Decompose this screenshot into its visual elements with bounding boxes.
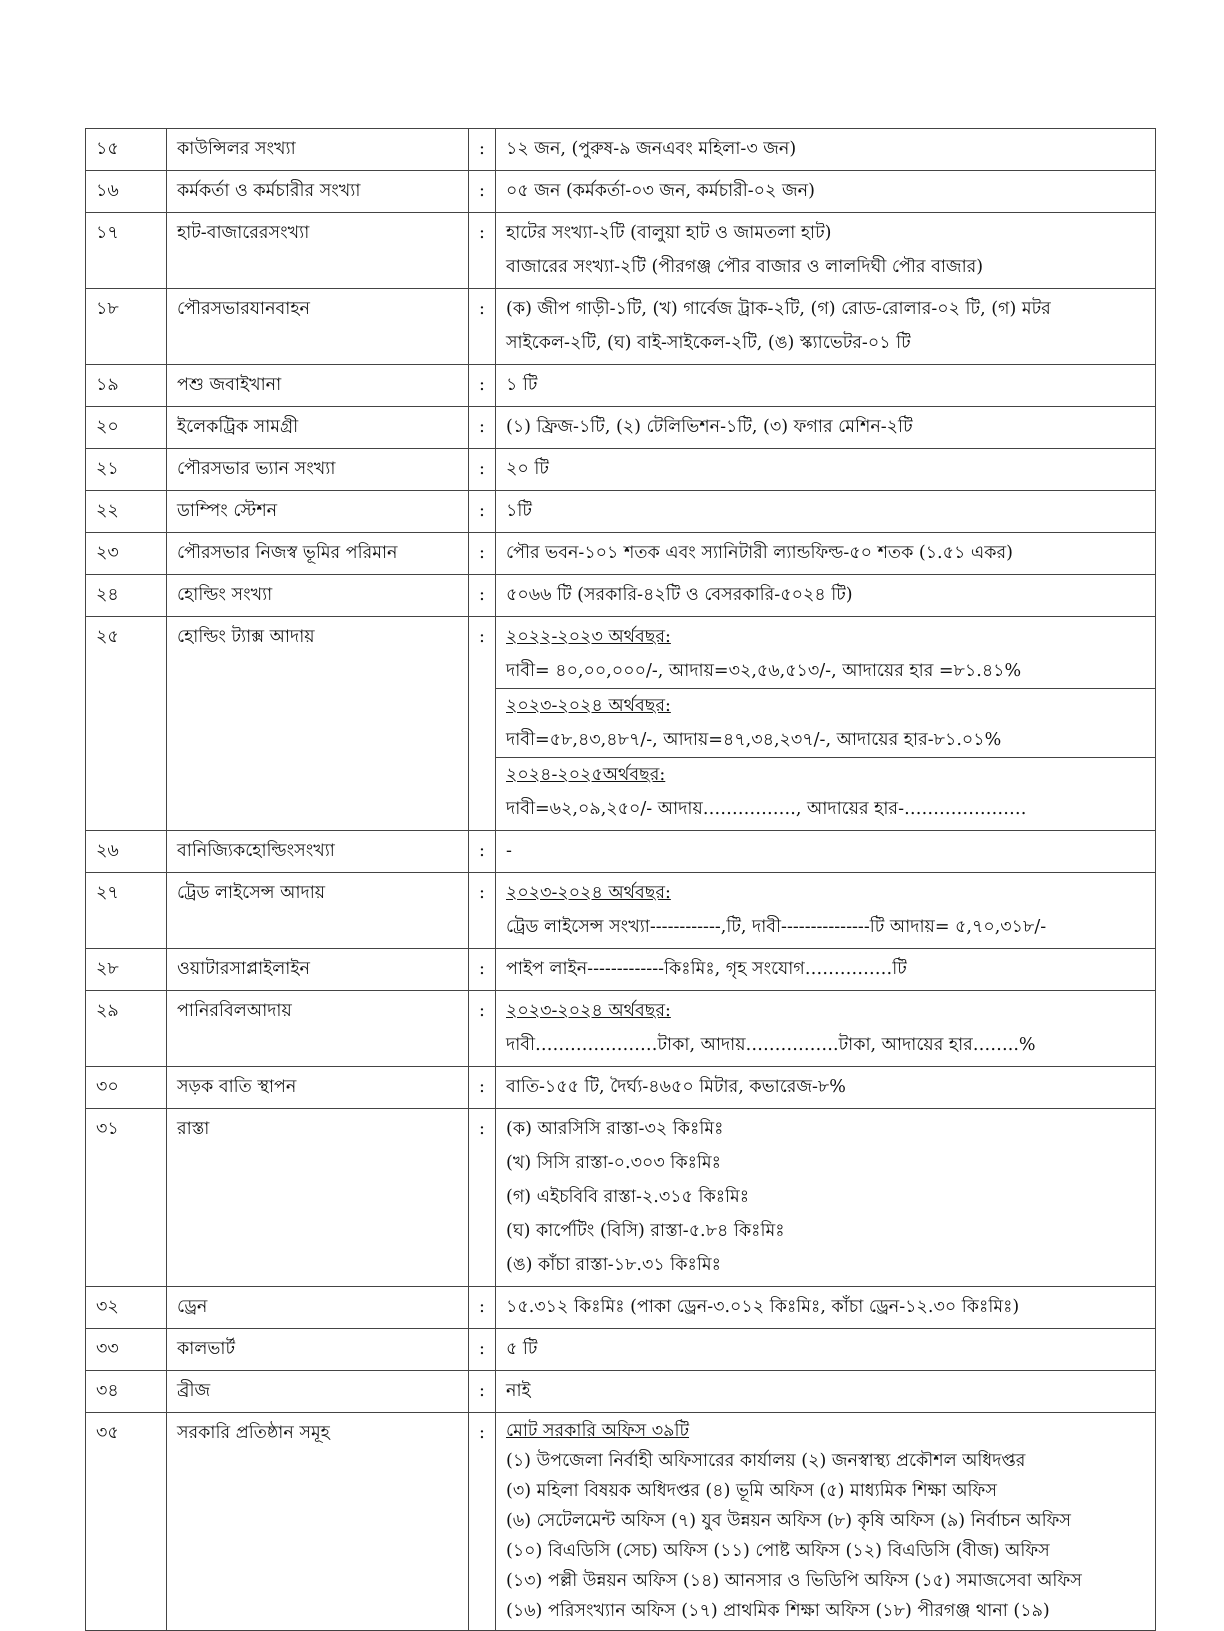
row-number [86,365,167,407]
row-number [86,213,167,289]
table-row [86,991,1156,1067]
row-number-text: ১৭ [96,223,119,243]
row-number [86,407,167,449]
table-row [86,289,1156,365]
colon-separator: : [479,299,485,319]
row-number [86,949,167,991]
colon-separator: : [479,501,485,521]
table-row [86,949,1156,991]
table-row [86,491,1156,533]
table-row [86,407,1156,449]
row-colon [469,575,496,617]
colon-separator: : [479,1381,485,1401]
row-label-text: পানিরবিলআদায় [177,1001,292,1021]
value-line: পৌর ভবন-১০১ শতক এবং স্যানিটারী ল্যান্ডফিল্ড-৫০ শতক (১.৫১ একর) [506,543,1013,563]
value-line: সাইকেল-২টি, (ঘ) বাই-সাইকেল-২টি, (ঙ) স্ক্যাভেটর-০১ টি [506,333,911,353]
row-number-text: ৩২ [96,1297,119,1317]
row-number [86,491,167,533]
value-line: ১৫.৩১২ কিঃমিঃ (পাকা ড্রেন-৩.০১২ কিঃমিঃ, কাঁচা ড্রেন-১২.৩০ কিঃমিঃ) [506,1297,1020,1317]
value-line: ৫০৬৬ টি (সরকারি-৪২টি ও বেসরকারি-৫০২৪ টি) [506,585,853,605]
value-line: ১টি [506,501,532,521]
row-label [167,171,469,213]
row-number-text: ৩৫ [96,1423,119,1443]
table-row [86,1067,1156,1109]
row-number [86,129,167,171]
row-value [496,365,1156,407]
table-row [86,449,1156,491]
row-value [496,617,1156,831]
road-type-line: (খ) সিসি রাস্তা-০.৩০৩ কিঃমিঃ [506,1153,721,1173]
row-number-text: ৩৪ [96,1381,119,1401]
fiscal-year-figures: দাবী=৫৮,৪৩,৪৮৭/-, আদায়=৪৭,৩৪,২৩৭/-, আদায়ের হার-৮১.০১% [506,730,1002,750]
row-label-text: সড়ক বাতি স্থাপন [177,1077,297,1097]
row-label-text: কালভার্ট [177,1339,236,1359]
table-row [86,617,1156,831]
row-colon [469,289,496,365]
row-label [167,831,469,873]
row-colon [469,213,496,289]
colon-separator: : [479,1001,485,1021]
row-label [167,1067,469,1109]
row-label [167,617,469,831]
value-line: ২০ টি [506,459,549,479]
row-number [86,289,167,365]
row-label-text: হোল্ডিং সংখ্যা [177,585,273,605]
row-number-text: ২৩ [96,543,119,563]
row-label-text: পৌরসভারযানবাহন [177,299,310,319]
value-line: নাই [506,1381,531,1401]
row-label [167,873,469,949]
row-value [496,949,1156,991]
row-label-text: রাস্তা [177,1119,210,1139]
value-line: (১) ফ্রিজ-১টি, (২) টেলিভিশন-১টি, (৩) ফগার মেশিন-২টি [506,417,913,437]
table-row [86,873,1156,949]
row-colon [469,365,496,407]
row-value [496,213,1156,289]
table-row [86,533,1156,575]
row-value [496,171,1156,213]
value-line: বাজারের সংখ্যা-২টি (পীরগঞ্জ পৌর বাজার ও লালদিঘী পৌর বাজার) [506,257,984,277]
row-number-text: ২৯ [96,1001,119,1021]
row-value [496,831,1156,873]
office-list-line: (৩) মহিলা বিষয়ক অধিদপ্তর (৪) ভূমি অফিস (৫) মাধ্যমিক শিক্ষা অফিস [506,1481,997,1501]
row-label-text: কর্মকর্তা ও কর্মচারীর সংখ্যা [177,181,361,201]
colon-separator: : [479,959,485,979]
row-colon [469,1109,496,1287]
offices-heading: মোট সরকারি অফিস ৩৯টি [506,1421,690,1441]
info-table [85,128,1156,1631]
row-number [86,617,167,831]
row-number-text: ২৪ [96,585,119,605]
row-label [167,991,469,1067]
table-row [86,1109,1156,1287]
row-label-text: পৌরসভার ভ্যান সংখ্যা [177,459,336,479]
value-line: পাইপ লাইন-------------কিঃমিঃ, গৃহ সংযোগ……………টি [506,959,907,979]
value-line: ০৫ জন (কর্মকর্তা-০৩ জন, কর্মচারী-০২ জন) [506,181,815,201]
row-number-text: ২৭ [96,883,119,903]
row-colon [469,1287,496,1329]
row-number [86,1287,167,1329]
value-line: হাটের সংখ্যা-২টি (বালুয়া হাট ও জামতলা হাট) [506,223,832,243]
value-line: - [506,841,512,861]
row-label-text: পৌরসভার নিজস্ব ভূমির পরিমান [177,543,398,563]
row-label [167,129,469,171]
colon-separator: : [479,1077,485,1097]
row-number [86,991,167,1067]
row-label-text: ড্রেন [177,1297,208,1317]
fiscal-year-figures: দাবী= ৪০,০০,০০০/-, আদায়=৩২,৫৬,৫১৩/-, আদায়ের হার =৮১.৪১% [506,661,1022,681]
row-label [167,449,469,491]
row-number-text: ২১ [96,459,119,479]
row-label-text: হাট-বাজারেরসংখ্যা [177,223,310,243]
row-value [496,1109,1156,1287]
row-number-text: ২২ [96,501,119,521]
table-row [86,575,1156,617]
row-label-text: ডাম্পিং স্টেশন [177,501,278,521]
colon-separator: : [479,459,485,479]
row-label [167,407,469,449]
row-colon [469,171,496,213]
colon-separator: : [479,223,485,243]
row-number-text: ২৮ [96,959,119,979]
table-row [86,213,1156,289]
row-label-text: হোল্ডিং ট্যাক্স আদায় [177,627,315,647]
colon-separator: : [479,1297,485,1317]
row-number-text: ৩১ [96,1119,119,1139]
row-number-text: ২৬ [96,841,119,861]
row-number-text: ১৯ [96,375,119,395]
row-label [167,289,469,365]
table-row [86,171,1156,213]
colon-separator: : [479,181,485,201]
row-number [86,1109,167,1287]
row-label [167,575,469,617]
fiscal-year-figures: দাবী=৬২,০৯,২৫০/- আদায়……………., আদায়ের হার-………………… [506,799,1027,819]
row-number [86,533,167,575]
row-label-text: ব্রীজ [177,1381,211,1401]
fiscal-year-heading: ২০২২-২০২৩ অর্থবছর: [506,627,671,647]
colon-separator: : [479,139,485,159]
row-label [167,213,469,289]
colon-separator: : [479,543,485,563]
row-label [167,1329,469,1371]
row-number-text: ৩০ [96,1077,119,1097]
colon-separator: : [479,1119,485,1139]
colon-separator: : [479,417,485,437]
row-number-text: ৩৩ [96,1339,119,1359]
row-number [86,873,167,949]
row-colon [469,873,496,949]
row-label [167,491,469,533]
colon-separator: : [479,627,485,647]
row-value [496,407,1156,449]
value-line: ৫ টি [506,1339,538,1359]
table-row [86,365,1156,407]
value-line: বাতি-১৫৫ টি, দৈর্ঘ্য-৪৬৫০ মিটার, কভারেজ-৮% [506,1077,846,1097]
table-row [86,129,1156,171]
row-value [496,991,1156,1067]
row-value [496,129,1156,171]
row-value [496,1329,1156,1371]
row-number [86,1413,167,1631]
row-colon [469,1067,496,1109]
road-type-line: (ঙ) কাঁচা রাস্তা-১৮.৩১ কিঃমিঃ [506,1255,721,1275]
row-number-text: ২০ [96,417,119,437]
table-row [86,1287,1156,1329]
row-label-text: পশু জবাইখানা [177,375,282,395]
fiscal-year-heading: ২০২৪-২০২৫অর্থবছর: [506,765,666,785]
table-row [86,1413,1156,1631]
office-list-line: (৬) সেটেলমেন্ট অফিস (৭) যুব উন্নয়ন অফিস (৮) কৃষি অফিস (৯) নির্বাচন অফিস [506,1511,1071,1531]
value-line: ১ টি [506,375,538,395]
office-list-line: (১) উপজেলা নির্বাহী অফিসারের কার্যালয় (২) জনস্বাস্থ্য প্রকৌশল অধিদপ্তর [506,1451,1026,1471]
colon-separator: : [479,1423,485,1443]
row-label [167,533,469,575]
office-list-line: (১৩) পল্লী উন্নয়ন অফিস (১৪) আনসার ও ভিডিপি অফিস (১৫) সমাজসেবা অফিস [506,1571,1082,1591]
row-value [496,1287,1156,1329]
row-value [496,289,1156,365]
fiscal-year-heading: ২০২৩-২০২৪ অর্থবছর: [506,883,671,903]
row-colon [469,1413,496,1631]
row-value [496,1413,1156,1631]
value-line: (ক) জীপ গাড়ী-১টি, (খ) গার্বেজ ট্রাক-২টি, (গ) রোড-রোলার-০২ টি, (গ) মটর [506,299,1051,319]
row-colon [469,449,496,491]
row-label-text: বানিজ্যিকহোল্ডিংসংখ্যা [177,841,335,861]
row-number [86,575,167,617]
row-number [86,1329,167,1371]
colon-separator: : [479,585,485,605]
colon-separator: : [479,883,485,903]
row-label [167,1371,469,1413]
row-colon [469,533,496,575]
row-value [496,1067,1156,1109]
fiscal-year-section [496,620,1155,689]
row-label [167,1109,469,1287]
office-list-line: (১৬) পরিসংখ্যান অফিস (১৭) প্রাথমিক শিক্ষা অফিস (১৮) পীরগঞ্জ থানা (১৯) [506,1601,1050,1621]
row-colon [469,407,496,449]
fiscal-year-section [496,689,1155,758]
row-label-text: সরকারি প্রতিষ্ঠান সমূহ [177,1423,330,1443]
row-label [167,1287,469,1329]
row-colon [469,831,496,873]
row-label [167,949,469,991]
value-line: ১২ জন, (পুরুষ-৯ জনএবং মহিলা-৩ জন) [506,139,797,159]
row-colon [469,991,496,1067]
road-type-line: (ঘ) কার্পেটিং (বিসি) রাস্তা-৫.৮৪ কিঃমিঃ [506,1221,785,1241]
row-label-text: ট্রেড লাইসেন্স আদায় [177,883,326,903]
row-number [86,1371,167,1413]
row-number [86,831,167,873]
row-number-text: ২৫ [96,627,119,647]
row-value [496,533,1156,575]
colon-separator: : [479,841,485,861]
row-value [496,491,1156,533]
table-row [86,831,1156,873]
row-label-text: ইলেকট্রিক সামগ্রী [177,417,299,437]
value-line: ট্রেড লাইসেন্স সংখ্যা------------,টি, দাবী---------------টি আদায়= ৫,৭০,৩১৮/- [506,917,1047,937]
table-row [86,1371,1156,1413]
fiscal-year-heading: ২০২৩-২০২৪ অর্থবছর: [506,1001,671,1021]
row-value [496,1371,1156,1413]
office-list-line: (১০) বিএডিসি (সেচ) অফিস (১১) পোষ্ট অফিস (১২) বিএডিসি (বীজ) অফিস [506,1541,1050,1561]
colon-separator: : [479,375,485,395]
row-number-text: ১৫ [96,139,119,159]
fiscal-year-heading: ২০২৩-২০২৪ অর্থবছর: [506,696,671,716]
row-colon [469,617,496,831]
row-colon [469,1329,496,1371]
road-type-line: (গ) এইচবিবি রাস্তা-২.৩১৫ কিঃমিঃ [506,1187,750,1207]
fiscal-year-section [496,758,1155,826]
row-label [167,365,469,407]
colon-separator: : [479,1339,485,1359]
table-row [86,1329,1156,1371]
row-label-text: ওয়াটারসাপ্লাইলাইন [177,959,310,979]
row-colon [469,1371,496,1413]
row-number-text: ১৮ [96,299,119,319]
value-line: দাবী…………………টাকা, আদায়…………….টাকা, আদায়ের হার……..% [506,1035,1036,1055]
row-colon [469,949,496,991]
info-table-body [86,129,1156,1631]
row-value [496,873,1156,949]
row-label [167,1413,469,1631]
row-number [86,171,167,213]
row-number [86,1067,167,1109]
row-value [496,449,1156,491]
row-number-text: ১৬ [96,181,119,201]
row-number [86,449,167,491]
row-colon [469,491,496,533]
row-value [496,575,1156,617]
row-colon [469,129,496,171]
road-type-line: (ক) আরসিসি রাস্তা-৩২ কিঃমিঃ [506,1119,724,1139]
row-label-text: কাউন্সিলর সংখ্যা [177,139,296,159]
